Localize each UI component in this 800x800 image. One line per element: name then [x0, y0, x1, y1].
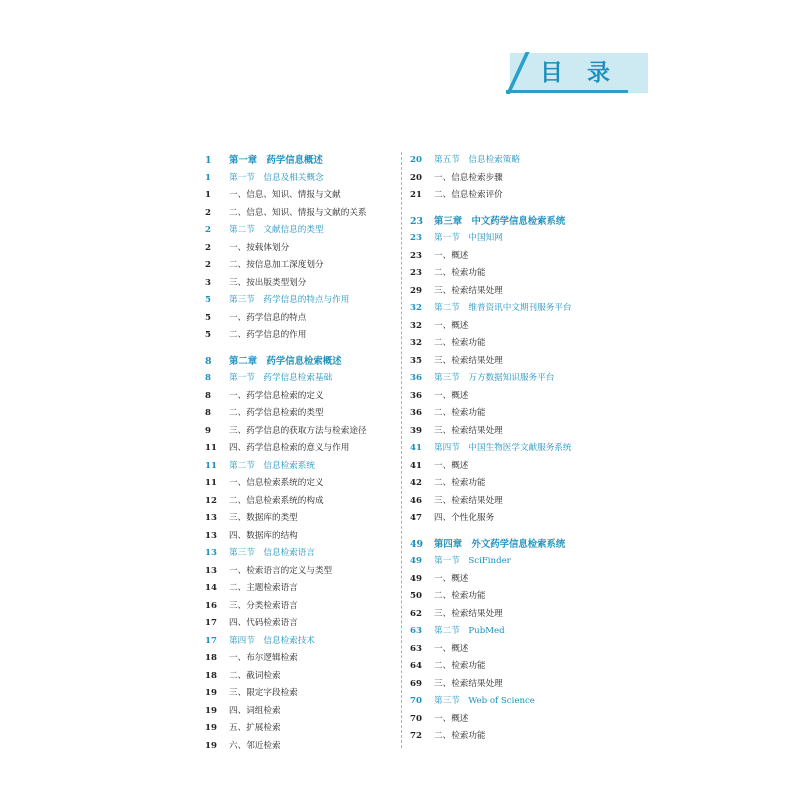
- toc-entry-title: 二、药学信息检索的类型: [229, 408, 324, 418]
- toc-page-number: 11: [205, 443, 217, 453]
- toc-entry-title: 三、限定字段检索: [229, 688, 298, 698]
- toc-page-number: 11: [205, 460, 217, 471]
- toc-item-row[interactable]: [410, 248, 610, 266]
- toc-page-number: 14: [205, 583, 217, 593]
- toc-item-row[interactable]: [410, 265, 610, 283]
- toc-page-number: 13: [205, 548, 217, 558]
- toc-page-number: 49: [410, 556, 422, 566]
- toc-page-number: 36: [410, 373, 422, 383]
- toc-chapter-spacer: [205, 345, 385, 353]
- toc-chapter-row[interactable]: [205, 152, 385, 170]
- toc-page-number: 19: [205, 688, 217, 698]
- toc-entry-title: 第二节 信息检索系统: [229, 460, 315, 471]
- toc-item-row[interactable]: [205, 563, 385, 581]
- toc-entry-title: 一、信息检索步骤: [434, 172, 503, 183]
- toc-item-row[interactable]: [205, 668, 385, 686]
- toc-item-row[interactable]: [205, 187, 385, 205]
- toc-column-left: [205, 152, 385, 755]
- toc-entry-title: 二、药学信息的作用: [229, 330, 307, 340]
- toc-item-row[interactable]: [205, 205, 385, 223]
- toc-entry-title: 一、检索语言的定义与类型: [229, 565, 333, 576]
- toc-page-number: 64: [410, 661, 422, 671]
- toc-item-row[interactable]: [205, 475, 385, 493]
- toc-item-row[interactable]: [205, 423, 385, 441]
- toc-page-number: 2: [205, 225, 211, 235]
- toc-entry-title: 第一节 SciFinder: [434, 556, 511, 566]
- toc-section-row[interactable]: [205, 545, 385, 563]
- toc-item-row[interactable]: [205, 240, 385, 258]
- toc-item-row[interactable]: [410, 388, 610, 406]
- toc-item-row[interactable]: [410, 318, 610, 336]
- toc-page-number: 41: [410, 460, 422, 471]
- toc-page-number: 39: [410, 425, 422, 436]
- toc-entry-title: 第一章 药学信息概述: [229, 155, 323, 166]
- toc-item-row[interactable]: [205, 510, 385, 528]
- toc-entry-title: 三、检索结果处理: [434, 355, 503, 366]
- toc-entry-title: 一、概述: [434, 573, 469, 584]
- toc-entry-title: 二、检索功能: [434, 661, 486, 671]
- toc-entry-title: 四、个性化服务: [434, 513, 495, 523]
- toc-entry-title: 第一节 药学信息检索基础: [229, 373, 333, 383]
- toc-item-row[interactable]: [410, 658, 610, 676]
- toc-page-number: 8: [205, 355, 212, 367]
- toc-entry-title: 二、检索功能: [434, 268, 486, 278]
- toc-page-number: 19: [205, 723, 217, 733]
- toc-page-number: 63: [410, 626, 422, 636]
- toc-page-number: 70: [410, 713, 422, 724]
- toc-entry-title: 三、检索结果处理: [434, 495, 503, 506]
- toc-item-row[interactable]: [205, 405, 385, 423]
- toc-page-number: 23: [410, 268, 422, 278]
- toc-item-row[interactable]: [410, 283, 610, 301]
- toc-item-row[interactable]: [205, 310, 385, 328]
- toc-entry-title: 一、按载体划分: [229, 242, 290, 253]
- column-divider: [401, 152, 402, 748]
- toc-entry-title: 四、词组检索: [229, 705, 281, 716]
- toc-entry-title: 一、概述: [434, 643, 469, 654]
- toc-page-number: 46: [410, 495, 422, 506]
- toc-entry-title: 三、分类检索语言: [229, 600, 298, 611]
- toc-entry-title: 第二节 维普资讯中文期刊服务平台: [434, 303, 572, 313]
- toc-item-row[interactable]: [205, 703, 385, 721]
- toc-item-row[interactable]: [410, 353, 610, 371]
- toc-entry-title: 第三节 万方数据知识服务平台: [434, 373, 555, 383]
- toc-page-number: 19: [205, 705, 217, 716]
- toc-item-row[interactable]: [410, 676, 610, 694]
- toc-entry-title: 第一节 信息及相关概念: [229, 172, 324, 183]
- toc-item-row[interactable]: [410, 405, 610, 423]
- toc-entry-title: 第三节 Web of Science: [434, 696, 535, 706]
- toc-page-number: 50: [410, 591, 422, 601]
- toc-page-number: 70: [410, 696, 422, 706]
- toc-entry-title: 六、邻近检索: [229, 740, 281, 751]
- toc-page-number: 5: [205, 295, 211, 305]
- toc-item-row[interactable]: [205, 327, 385, 345]
- toc-item-row[interactable]: [410, 458, 610, 476]
- toc-page-number: 2: [205, 207, 211, 218]
- toc-item-row[interactable]: [205, 275, 385, 293]
- toc-page-number: 17: [205, 618, 217, 628]
- toc-section-row[interactable]: [410, 693, 610, 711]
- toc-entry-title: 三、检索结果处理: [434, 678, 503, 689]
- toc-page-number: 23: [410, 233, 422, 243]
- toc-item-row[interactable]: [205, 493, 385, 511]
- toc-page-number: 5: [205, 312, 211, 323]
- toc-page-number: 42: [410, 478, 422, 488]
- toc-item-row[interactable]: [410, 641, 610, 659]
- toc-page-number: 32: [410, 303, 422, 313]
- toc-section-row[interactable]: [205, 370, 385, 388]
- toc-page-number: 21: [410, 190, 422, 200]
- toc-page-number: 12: [205, 495, 217, 506]
- toc-section-row[interactable]: [410, 300, 610, 318]
- toc-entry-title: 一、概述: [434, 713, 469, 724]
- toc-section-row[interactable]: [410, 440, 610, 458]
- toc-section-row[interactable]: [205, 222, 385, 240]
- toc-item-row[interactable]: [410, 423, 610, 441]
- toc-page-number: 20: [410, 155, 422, 165]
- toc-section-row[interactable]: [410, 553, 610, 571]
- toc-item-row[interactable]: [205, 720, 385, 738]
- toc-item-row[interactable]: [205, 685, 385, 703]
- toc-entry-title: 一、布尔逻辑检索: [229, 653, 298, 663]
- toc-page-number: 32: [410, 320, 422, 331]
- toc-page-number: 1: [205, 155, 212, 166]
- toc-entry-title: 二、检索功能: [434, 731, 486, 741]
- toc-item-row[interactable]: [205, 738, 385, 756]
- toc-entry-title: 二、信息检索系统的构成: [229, 495, 324, 506]
- toc-page-number: 35: [410, 355, 422, 366]
- toc-page-number: 41: [410, 443, 422, 453]
- toc-section-row[interactable]: [410, 230, 610, 248]
- toc-page-number: 47: [410, 513, 422, 523]
- toc-entry-title: 第二节 文献信息的类型: [229, 225, 324, 235]
- toc-column-right: [410, 152, 610, 746]
- toc-item-row[interactable]: [205, 650, 385, 668]
- toc-section-row[interactable]: [205, 292, 385, 310]
- toc-item-row[interactable]: [410, 335, 610, 353]
- toc-entry-title: 第二章 药学信息检索概述: [229, 355, 342, 367]
- toc-entry-title: 一、药学信息检索的定义: [229, 390, 324, 401]
- toc-section-row[interactable]: [205, 170, 385, 188]
- toc-page-number: 32: [410, 338, 422, 348]
- toc-entry-title: 一、信息检索系统的定义: [229, 478, 324, 488]
- toc-page-number: 49: [410, 573, 422, 584]
- toc-page-number: 9: [205, 425, 211, 436]
- toc-entry-title: 四、代码检索语言: [229, 618, 298, 628]
- toc-entry-title: 二、检索功能: [434, 408, 486, 418]
- toc-page-number: 2: [205, 242, 211, 253]
- toc-entry-title: 第五节 信息检索策略: [434, 155, 520, 165]
- toc-entry-title: 一、信息、知识、情报与文献: [229, 190, 341, 200]
- toc-item-row[interactable]: [410, 588, 610, 606]
- toc-entry-title: 二、检索功能: [434, 338, 486, 348]
- toc-entry-title: 二、主题检索语言: [229, 583, 298, 593]
- toc-item-row[interactable]: [410, 475, 610, 493]
- toc-item-row[interactable]: [410, 571, 610, 589]
- toc-page-number: 11: [205, 478, 217, 488]
- toc-entry-title: 一、概述: [434, 320, 469, 331]
- toc-page-number: 29: [410, 285, 422, 296]
- toc-section-row[interactable]: [205, 633, 385, 651]
- toc-page-number: 17: [205, 635, 217, 646]
- toc-entry-title: 三、按出版类型划分: [229, 277, 307, 288]
- toc-entry-title: 一、概述: [434, 390, 469, 401]
- toc-item-row[interactable]: [410, 493, 610, 511]
- toc-item-row[interactable]: [205, 528, 385, 546]
- toc-page-title: 目 录: [540, 60, 619, 86]
- toc-page-number: 1: [205, 190, 211, 200]
- toc-item-row[interactable]: [205, 580, 385, 598]
- toc-page-number: 1: [205, 172, 211, 183]
- toc-item-row[interactable]: [205, 257, 385, 275]
- toc-entry-title: 第四章 外文药学信息检索系统: [434, 538, 566, 550]
- toc-page-number: 8: [205, 373, 211, 383]
- toc-page-number: 36: [410, 408, 422, 418]
- toc-page-number: 16: [205, 600, 217, 611]
- toc-page-number: 18: [205, 670, 217, 681]
- toc-page-number: 8: [205, 390, 211, 401]
- toc-entry-title: 二、检索功能: [434, 591, 486, 601]
- toc-entry-title: 二、检索功能: [434, 478, 486, 488]
- toc-page-number: 2: [205, 260, 211, 270]
- toc-page-number: 23: [410, 215, 424, 227]
- toc-entry-title: 五、扩展检索: [229, 723, 281, 733]
- toc-entry-title: 第四节 信息检索技术: [229, 635, 315, 646]
- toc-page-number: 36: [410, 390, 422, 401]
- toc-page-number: 23: [410, 250, 422, 261]
- toc-item-row[interactable]: [205, 615, 385, 633]
- toc-entry-title: 第三节 信息检索语言: [229, 548, 315, 558]
- toc-entry-title: 三、检索结果处理: [434, 285, 503, 296]
- toc-entry-title: 第三章 中文药学信息检索系统: [434, 215, 566, 227]
- toc-section-row[interactable]: [410, 623, 610, 641]
- toc-page-number: 13: [205, 565, 217, 576]
- toc-chapter-row[interactable]: [410, 213, 610, 231]
- toc-section-row[interactable]: [205, 458, 385, 476]
- toc-page-number: 13: [205, 513, 217, 523]
- toc-chapter-row[interactable]: [410, 536, 610, 554]
- toc-page-number: 20: [410, 172, 422, 183]
- toc-page-number: 69: [410, 678, 422, 689]
- toc-item-row[interactable]: [410, 711, 610, 729]
- toc-entry-title: 一、概述: [434, 460, 469, 471]
- toc-page-number: 63: [410, 643, 422, 654]
- toc-entry-title: 第四节 中国生物医学文献服务系统: [434, 443, 572, 453]
- toc-item-row[interactable]: [410, 170, 610, 188]
- toc-entry-title: 一、概述: [434, 250, 469, 261]
- toc-page-number: 62: [410, 608, 422, 619]
- toc-item-row[interactable]: [205, 388, 385, 406]
- toc-entry-title: 第三节 药学信息的特点与作用: [229, 295, 350, 305]
- toc-entry-title: 三、检索结果处理: [434, 608, 503, 619]
- toc-page-number: 3: [205, 277, 211, 288]
- toc-entry-title: 二、信息、知识、情报与文献的关系: [229, 207, 367, 218]
- toc-item-row[interactable]: [410, 510, 610, 528]
- toc-item-row[interactable]: [410, 187, 610, 205]
- toc-entry-title: 二、信息检索评价: [434, 190, 503, 200]
- toc-item-row[interactable]: [205, 440, 385, 458]
- toc-page-number: 49: [410, 538, 424, 550]
- toc-section-row[interactable]: [410, 370, 610, 388]
- toc-entry-title: 二、按信息加工深度划分: [229, 260, 324, 270]
- toc-entry-title: 第二节 PubMed: [434, 626, 505, 636]
- toc-chapter-row[interactable]: [205, 353, 385, 371]
- toc-entry-title: 四、数据库的结构: [229, 530, 298, 541]
- toc-entry-title: 第一节 中国知网: [434, 233, 503, 243]
- toc-page-number: 72: [410, 731, 422, 741]
- toc-page-number: 5: [205, 330, 211, 340]
- toc-page-number: 19: [205, 740, 217, 751]
- toc-entry-title: 三、数据库的类型: [229, 513, 298, 523]
- toc-entry-title: 三、检索结果处理: [434, 425, 503, 436]
- toc-entry-title: 一、药学信息的特点: [229, 312, 307, 323]
- toc-entry-title: 三、药学信息的获取方法与检索途径: [229, 425, 367, 436]
- toc-section-row[interactable]: [410, 152, 610, 170]
- toc-page-number: 18: [205, 653, 217, 663]
- toc-page-number: 13: [205, 530, 217, 541]
- toc-item-row[interactable]: [410, 728, 610, 746]
- toc-entry-title: 四、药学信息检索的意义与作用: [229, 443, 350, 453]
- toc-entry-title: 二、截词检索: [229, 670, 281, 681]
- toc-chapter-spacer: [410, 528, 610, 536]
- toc-page-number: 8: [205, 408, 211, 418]
- toc-item-row[interactable]: [410, 606, 610, 624]
- toc-item-row[interactable]: [205, 598, 385, 616]
- toc-chapter-spacer: [410, 205, 610, 213]
